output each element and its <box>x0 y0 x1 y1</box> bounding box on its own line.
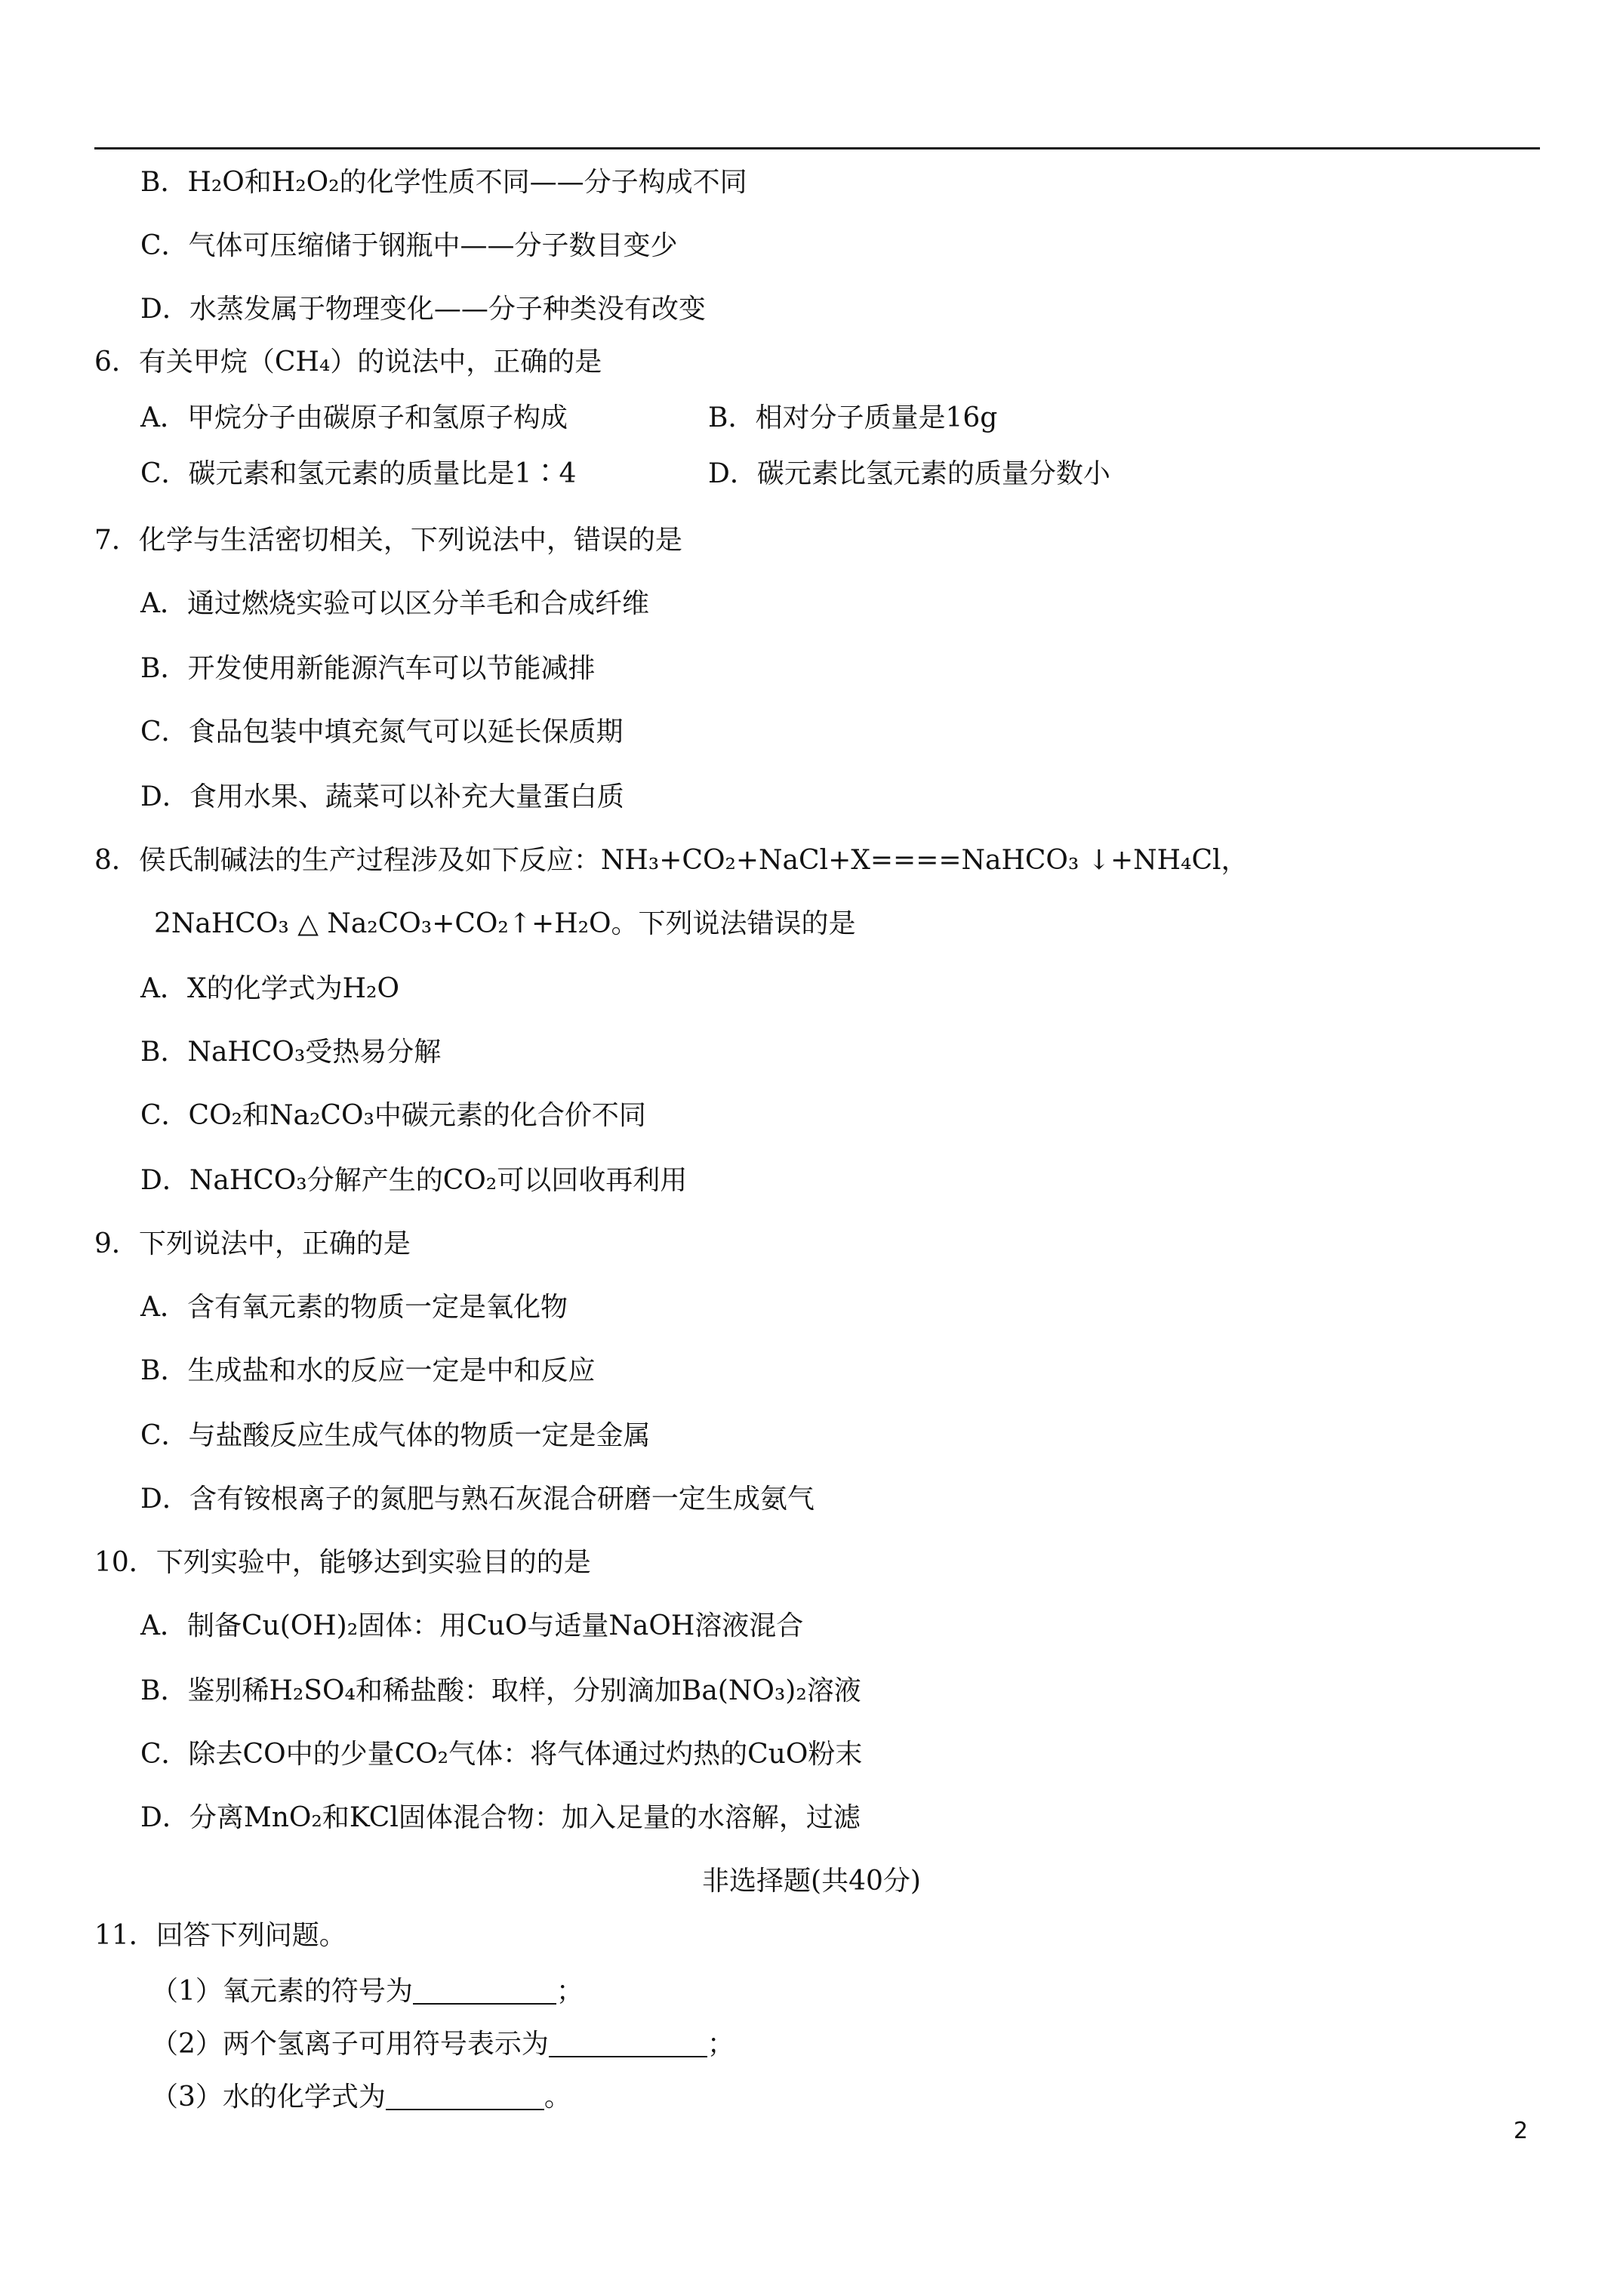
part1-text: （1）氧元素的符号为 <box>151 1976 413 2007</box>
option-5c: C．气体可压缩储于钢瓶中——分子数目变少 <box>140 230 678 261</box>
header-rule <box>94 147 1540 149</box>
question-7: 7．化学与生活密切相关，下列说法中，错误的是 <box>94 525 682 556</box>
part3-end: 。 <box>544 2082 571 2113</box>
option-8c: C．CO₂和Na₂CO₃中碳元素的化合价不同 <box>140 1100 646 1131</box>
part2-end: ； <box>707 2029 735 2060</box>
part3-text: （3）水的化学式为 <box>151 2082 386 2113</box>
question-10: 10．下列实验中，能够达到实验目的的是 <box>94 1547 591 1578</box>
option-6a: A．甲烷分子由碳原子和氢原子构成 <box>140 402 568 433</box>
option-6c: C．碳元素和氢元素的质量比是1∶4 <box>140 458 577 489</box>
option-8b: B．NaHCO₃受热易分解 <box>140 1037 442 1068</box>
answer-blank-1[interactable] <box>413 1976 556 2005</box>
answer-blank-3[interactable] <box>386 2082 544 2110</box>
option-9a: A．含有氧元素的物质一定是氧化物 <box>140 1292 568 1323</box>
option-10c: C．除去CO中的少量CO₂气体：将气体通过灼热的CuO粉末 <box>140 1739 863 1770</box>
option-9d: D．含有铵根离子的氮肥与熟石灰混合研磨一定生成氨气 <box>140 1484 815 1515</box>
option-9c: C．与盐酸反应生成气体的物质一定是金属 <box>140 1420 651 1451</box>
answer-blank-2[interactable] <box>549 2029 707 2057</box>
question-11-part1 <box>151 1974 584 2010</box>
part1-end: ； <box>556 1976 584 2007</box>
page-number: 2 <box>1514 2118 1529 2144</box>
question-11-part2 <box>151 2026 735 2063</box>
part2-text: （2）两个氢离子可用符号表示为 <box>151 2029 549 2060</box>
option-7c: C．食品包装中填充氮气可以延长保质期 <box>140 717 624 747</box>
option-6d: D．碳元素比氢元素的质量分数小 <box>708 458 1110 489</box>
option-5d: D．水蒸发属于物理变化——分子种类没有改变 <box>140 294 706 325</box>
question-11: 11．回答下列问题。 <box>94 1920 346 1951</box>
question-9: 9．下列说法中，正确的是 <box>94 1228 411 1259</box>
option-6b: B．相对分子质量是16g <box>708 402 998 433</box>
option-7d: D．食用水果、蔬菜可以补充大量蛋白质 <box>140 781 624 812</box>
option-9b: B．生成盐和水的反应一定是中和反应 <box>140 1355 596 1386</box>
question-6: 6．有关甲烷（CH₄）的说法中，正确的是 <box>94 347 602 378</box>
question-8-line1: 8．侯氏制碱法的生产过程涉及如下反应：NH₃+CO₂+NaCl+X====NaHCO₃ ↓+NH₄Cl， <box>94 845 1249 876</box>
question-8-line2: 2NaHCO₃ △ Na₂CO₃+CO₂↑+H₂O。下列说法错误的是 <box>154 908 856 939</box>
option-7a: A．通过燃烧实验可以区分羊毛和合成纤维 <box>140 588 649 619</box>
option-5b: B．H₂O和H₂O₂的化学性质不同——分子构成不同 <box>140 167 747 198</box>
option-10a: A．制备Cu(OH)₂固体：用CuO与适量NaOH溶液混合 <box>140 1610 804 1641</box>
option-10d: D．分离MnO₂和KCl固体混合物：加入足量的水溶解，过滤 <box>140 1802 861 1833</box>
option-10b: B．鉴别稀H₂SO₄和稀盐酸：取样，分别滴加Ba(NO₃)₂溶液 <box>140 1675 861 1706</box>
option-7b: B．开发使用新能源汽车可以节能减排 <box>140 653 596 684</box>
option-8d: D．NaHCO₃分解产生的CO₂可以回收再利用 <box>140 1165 688 1196</box>
section-heading: 非选择题(共40分) <box>702 1866 921 1897</box>
question-11-part3 <box>151 2079 571 2116</box>
option-8a: A．X的化学式为H₂O <box>140 973 399 1004</box>
